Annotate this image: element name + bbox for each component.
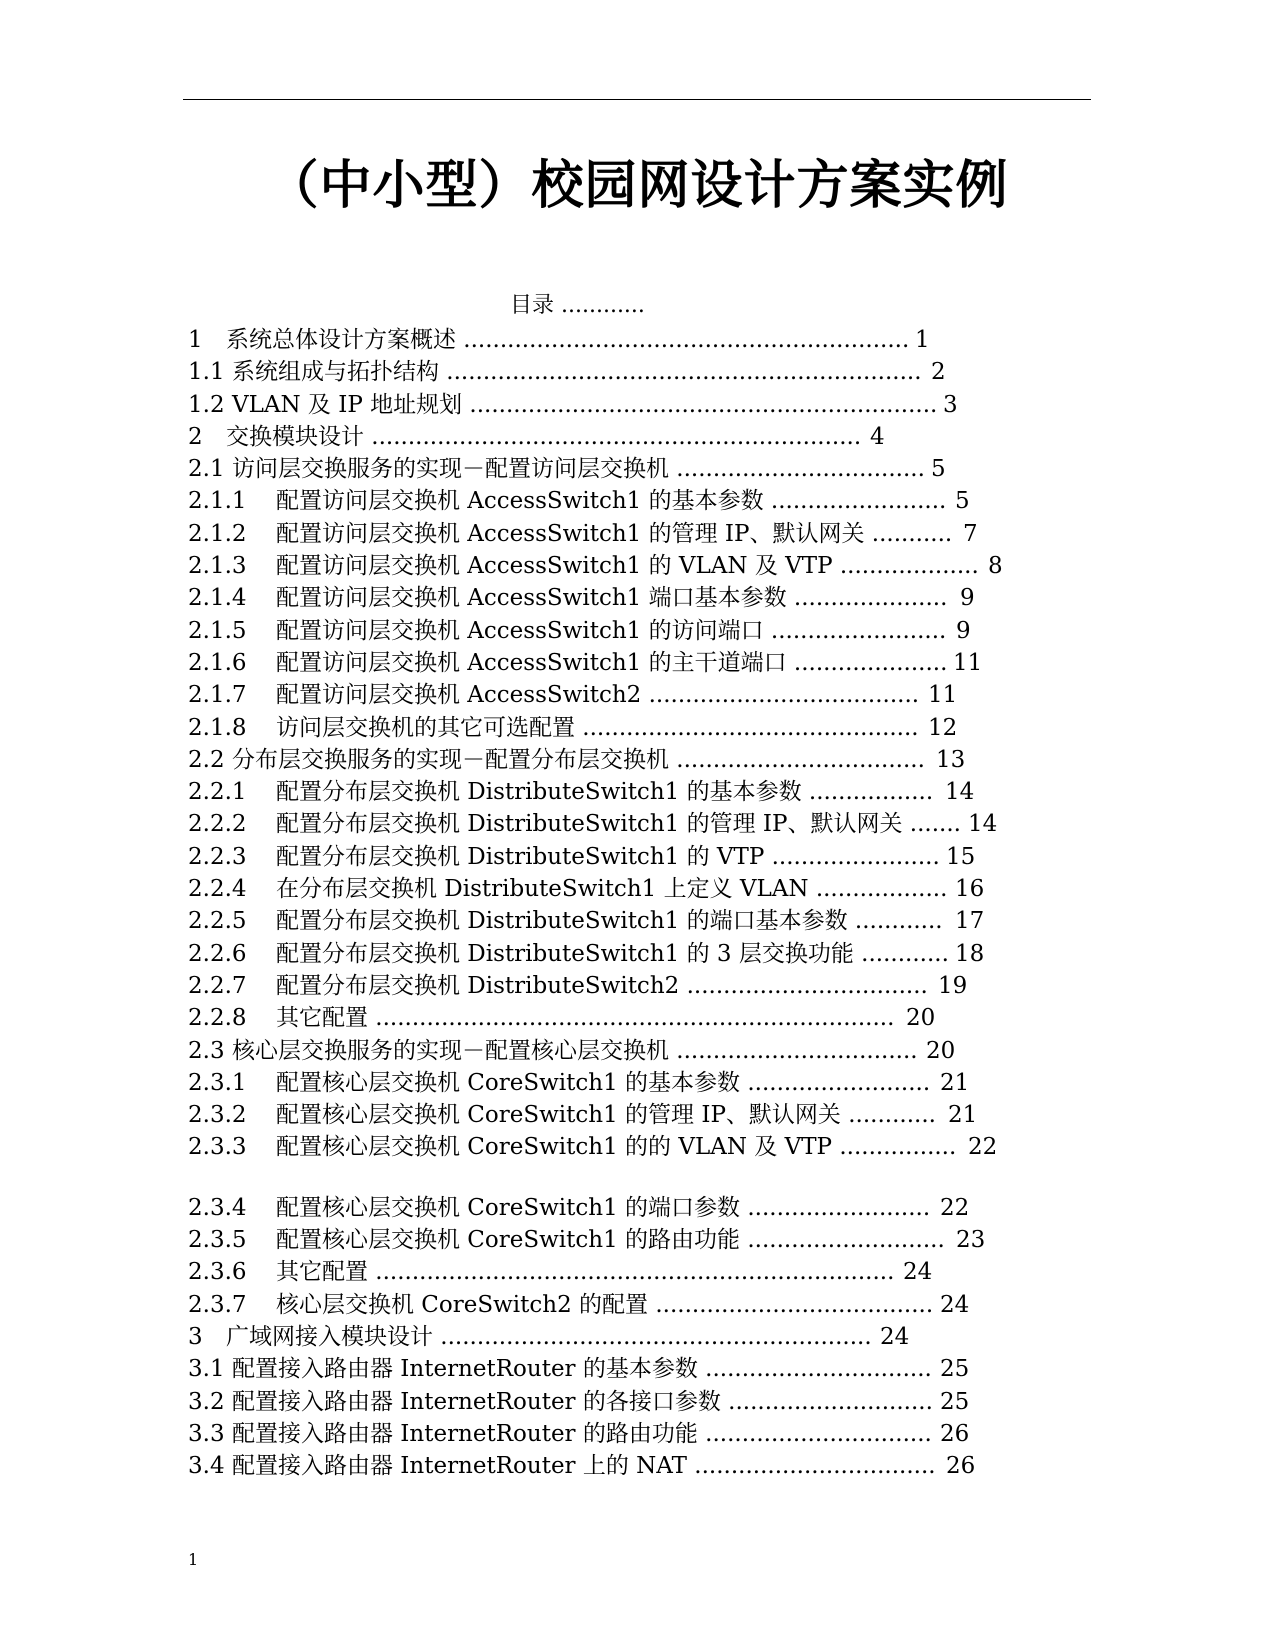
toc-entry-number: 3.2 bbox=[188, 1388, 225, 1415]
toc-entry-page: 9 bbox=[960, 585, 975, 612]
toc-entry-page: 1 bbox=[915, 327, 930, 353]
toc-entry-number: 2.2 bbox=[188, 746, 225, 773]
toc-entry-page: 5 bbox=[931, 456, 946, 483]
toc-entry-title: 配置分布层交换机 DistributeSwitch1 的 VTP ....................... bbox=[276, 843, 940, 870]
toc-entry-number: 2.2.4 bbox=[188, 876, 247, 903]
toc-entry-title: 配置分布层交换机 DistributeSwitch2 ................................. bbox=[276, 972, 928, 999]
toc-entry-title: 配置接入路由器 InternetRouter 的基本参数 ............................... bbox=[232, 1356, 932, 1383]
toc-entry-title: 配置访问层交换机 AccessSwitch2 ..................................... bbox=[276, 682, 920, 709]
toc-entry-page: 13 bbox=[936, 746, 966, 773]
toc-entry-page: 20 bbox=[926, 1037, 956, 1064]
toc-entry-number: 2.1.2 bbox=[188, 520, 247, 547]
toc-entry-number: 2.3.3 bbox=[188, 1134, 247, 1161]
toc-entry-page: 23 bbox=[956, 1227, 986, 1254]
toc-entry[interactable] bbox=[188, 389, 1088, 421]
toc-entry-number: 2.1 bbox=[188, 456, 225, 483]
toc-entry[interactable] bbox=[188, 776, 1088, 808]
toc-entry[interactable] bbox=[188, 1224, 1088, 1256]
toc-entry-number: 2.2.2 bbox=[188, 811, 247, 838]
toc-entry-title: 配置核心层交换机 CoreSwitch1 的基本参数 ......................... bbox=[276, 1069, 931, 1096]
toc-entry[interactable] bbox=[188, 550, 1088, 582]
toc-entry[interactable] bbox=[188, 679, 1088, 711]
toc-entry[interactable] bbox=[188, 615, 1088, 647]
toc-entry-page: 8 bbox=[988, 553, 1003, 580]
toc-entry-title: 配置核心层交换机 CoreSwitch1 的管理 IP、默认网关 ............ bbox=[276, 1102, 936, 1129]
toc-entry[interactable] bbox=[188, 324, 1088, 356]
toc-entry-number: 2.1.1 bbox=[188, 488, 247, 515]
toc-entry-page: 19 bbox=[938, 972, 968, 999]
toc-entry-page: 4 bbox=[870, 423, 885, 450]
toc-entry-page: 22 bbox=[968, 1134, 998, 1161]
toc-entry[interactable] bbox=[188, 712, 1088, 744]
toc-entry-page: 14 bbox=[945, 779, 975, 806]
toc-entry-number: 2.2.8 bbox=[188, 1005, 247, 1032]
toc-entry[interactable] bbox=[188, 1321, 1088, 1353]
toc-entry-number: 3.4 bbox=[188, 1453, 225, 1480]
toc-entry[interactable] bbox=[188, 453, 1088, 485]
toc-entry-title: 配置访问层交换机 AccessSwitch1 端口基本参数 ..................... bbox=[276, 585, 948, 612]
toc-entry[interactable] bbox=[188, 1192, 1088, 1224]
toc-entry-number: 2.1.4 bbox=[188, 585, 247, 612]
toc-entry-page: 26 bbox=[940, 1420, 970, 1447]
toc-entry-page: 16 bbox=[955, 876, 985, 903]
toc-entry-page: 11 bbox=[928, 682, 958, 709]
toc-entry-page: 21 bbox=[940, 1069, 970, 1096]
header-rule bbox=[183, 99, 1091, 100]
toc-entry-page: 9 bbox=[956, 617, 971, 644]
toc-entry-title: 配置接入路由器 InternetRouter 上的 NAT ................................. bbox=[232, 1453, 936, 1480]
toc-entry-page: 20 bbox=[906, 1005, 936, 1032]
toc-entry-page: 24 bbox=[903, 1259, 933, 1286]
toc-entry-page: 5 bbox=[955, 488, 970, 515]
toc-entry[interactable] bbox=[188, 808, 1088, 840]
toc-entry[interactable] bbox=[188, 744, 1088, 776]
toc-entry-page: 21 bbox=[948, 1102, 978, 1129]
toc-entry-number: 3.1 bbox=[188, 1356, 225, 1383]
toc-entry-number: 2.1.3 bbox=[188, 553, 247, 580]
toc-entry-page: 3 bbox=[943, 391, 958, 418]
toc-entry[interactable] bbox=[188, 1099, 1088, 1131]
toc-entry-number: 2.3 bbox=[188, 1037, 225, 1064]
toc-entry[interactable] bbox=[188, 970, 1088, 1002]
toc-entry-page: 18 bbox=[955, 940, 985, 967]
toc-entry-title: 其它配置 ....................................................................... bbox=[276, 1259, 895, 1286]
toc-entry-title: 配置分布层交换机 DistributeSwitch1 的 3 层交换功能 ............ bbox=[276, 940, 949, 967]
toc-entry-number: 2.1.7 bbox=[188, 682, 247, 709]
toc-entry-number: 1 bbox=[188, 327, 203, 353]
toc-entry-title: 系统总体设计方案概述 ............................................................. bbox=[226, 327, 910, 353]
toc-entry[interactable] bbox=[188, 1131, 1088, 1163]
toc-entry-page: 12 bbox=[928, 714, 958, 741]
toc-entry-title: 配置分布层交换机 DistributeSwitch1 的基本参数 ................. bbox=[276, 779, 934, 806]
toc-entry-number: 2.3.7 bbox=[188, 1291, 247, 1318]
toc-entry-title: 系统组成与拓扑结构 ................................................................. bbox=[232, 359, 922, 386]
toc-entry-title: 配置接入路由器 InternetRouter 的各接口参数 ............................ bbox=[232, 1388, 933, 1415]
toc-entry-title: 配置核心层交换机 CoreSwitch1 的的 VLAN 及 VTP ................ bbox=[276, 1134, 957, 1161]
toc-entry-title: 交换模块设计 ................................................................... bbox=[226, 423, 862, 450]
toc-entry-title: 核心层交换服务的实现－配置核心层交换机 ................................. bbox=[232, 1037, 918, 1064]
toc-entry-page: 24 bbox=[880, 1323, 910, 1350]
toc-entry[interactable] bbox=[188, 356, 1088, 388]
toc-entry-page: 22 bbox=[940, 1194, 970, 1221]
document-title: （中小型）校园网设计方案实例 bbox=[266, 156, 1009, 216]
toc-entry-title: 配置分布层交换机 DistributeSwitch1 的端口基本参数 ............ bbox=[276, 908, 943, 935]
toc-entry-title: 配置访问层交换机 AccessSwitch1 的 VLAN 及 VTP ................... bbox=[276, 553, 979, 580]
toc-entry[interactable] bbox=[188, 1353, 1088, 1385]
toc-entry-title: 配置核心层交换机 CoreSwitch1 的端口参数 ......................... bbox=[276, 1194, 931, 1221]
toc-entry-number: 2.1.6 bbox=[188, 649, 247, 676]
toc-entry-number: 2.2.6 bbox=[188, 940, 247, 967]
toc-entry-title: 配置访问层交换机 AccessSwitch1 的基本参数 ........................ bbox=[276, 488, 947, 515]
toc-entry-number: 2.2.1 bbox=[188, 779, 247, 806]
toc-entry-title: 核心层交换机 CoreSwitch2 的配置 ...................................... bbox=[276, 1291, 934, 1318]
toc-entry-title: 在分布层交换机 DistributeSwitch1 上定义 VLAN .................. bbox=[276, 876, 948, 903]
toc-entry-number: 3 bbox=[188, 1323, 203, 1350]
table-of-contents bbox=[188, 324, 1088, 1482]
toc-entry-title: 配置核心层交换机 CoreSwitch1 的路由功能 ........................... bbox=[276, 1227, 945, 1254]
toc-entry-number: 2.3.2 bbox=[188, 1102, 247, 1129]
toc-entry[interactable] bbox=[188, 518, 1088, 550]
toc-entry[interactable] bbox=[188, 647, 1088, 679]
page-number: 1 bbox=[188, 1550, 199, 1569]
toc-entry[interactable] bbox=[188, 1418, 1088, 1450]
toc-entry-page: 25 bbox=[940, 1388, 970, 1415]
toc-entry[interactable] bbox=[188, 905, 1088, 937]
toc-entry-title: 访问层交换服务的实现－配置访问层交换机 .................................. bbox=[232, 456, 925, 483]
toc-entry-number: 1.1 bbox=[188, 359, 225, 386]
toc-entry-number: 2.3.5 bbox=[188, 1227, 247, 1254]
toc-entry-number: 2.3.1 bbox=[188, 1069, 247, 1096]
toc-heading: 目录 ............ bbox=[510, 293, 645, 318]
toc-entry-number: 2.2.3 bbox=[188, 843, 247, 870]
toc-entry-title: 其它配置 ....................................................................... bbox=[276, 1005, 895, 1032]
toc-entry-page: 24 bbox=[940, 1291, 970, 1318]
toc-entry-number: 2.2.5 bbox=[188, 908, 247, 935]
toc-entry-title: 广域网接入模块设计 ........................................................... bbox=[226, 1323, 872, 1350]
toc-entry-number: 1.2 bbox=[188, 391, 225, 418]
toc-entry-page: 14 bbox=[968, 811, 998, 838]
toc-entry-page: 26 bbox=[946, 1453, 976, 1480]
toc-entry[interactable] bbox=[188, 1035, 1088, 1067]
toc-entry-page: 11 bbox=[953, 649, 983, 676]
toc-entry-title: 配置接入路由器 InternetRouter 的路由功能 ............................... bbox=[232, 1420, 932, 1447]
toc-entry[interactable] bbox=[188, 841, 1088, 873]
toc-entry-title: 配置访问层交换机 AccessSwitch1 的主干道端口 ..................... bbox=[276, 649, 948, 676]
toc-entry-title: 配置访问层交换机 AccessSwitch1 的管理 IP、默认网关 ........... bbox=[276, 520, 953, 547]
toc-entry-number: 2.3.4 bbox=[188, 1194, 247, 1221]
toc-entry-title: 配置访问层交换机 AccessSwitch1 的访问端口 ........................ bbox=[276, 617, 947, 644]
toc-entry-page: 17 bbox=[955, 908, 985, 935]
toc-entry[interactable] bbox=[188, 1002, 1088, 1034]
toc-entry-page: 2 bbox=[931, 359, 946, 386]
toc-entry-number: 2.3.6 bbox=[188, 1259, 247, 1286]
toc-entry[interactable] bbox=[188, 1450, 1088, 1482]
toc-entry-number: 2.1.5 bbox=[188, 617, 247, 644]
toc-entry-number: 2.1.8 bbox=[188, 714, 247, 741]
toc-entry-page: 15 bbox=[946, 843, 976, 870]
toc-entry[interactable] bbox=[188, 1067, 1088, 1099]
toc-entry[interactable] bbox=[188, 485, 1088, 517]
toc-entry-title: 配置分布层交换机 DistributeSwitch1 的管理 IP、默认网关 ....... bbox=[276, 811, 961, 838]
toc-entry-title: VLAN 及 IP 地址规划 ................................................................ bbox=[232, 391, 938, 418]
toc-entry[interactable] bbox=[188, 873, 1088, 905]
toc-entry-title: 访问层交换机的其它可选配置 .............................................. bbox=[276, 714, 919, 741]
toc-entry-number: 2 bbox=[188, 423, 203, 450]
toc-entry[interactable] bbox=[188, 1256, 1088, 1288]
toc-entry-page: 7 bbox=[963, 520, 978, 547]
toc-entry[interactable] bbox=[188, 421, 1088, 453]
toc-entry[interactable] bbox=[188, 1289, 1088, 1321]
toc-entry[interactable] bbox=[188, 938, 1088, 970]
toc-entry[interactable] bbox=[188, 582, 1088, 614]
toc-entry-title: 分布层交换服务的实现－配置分布层交换机 .................................. bbox=[232, 746, 925, 773]
toc-entry-number: 3.3 bbox=[188, 1420, 225, 1447]
toc-entry[interactable] bbox=[188, 1386, 1088, 1418]
toc-entry-page: 25 bbox=[940, 1356, 970, 1383]
toc-entry-number: 2.2.7 bbox=[188, 972, 247, 999]
